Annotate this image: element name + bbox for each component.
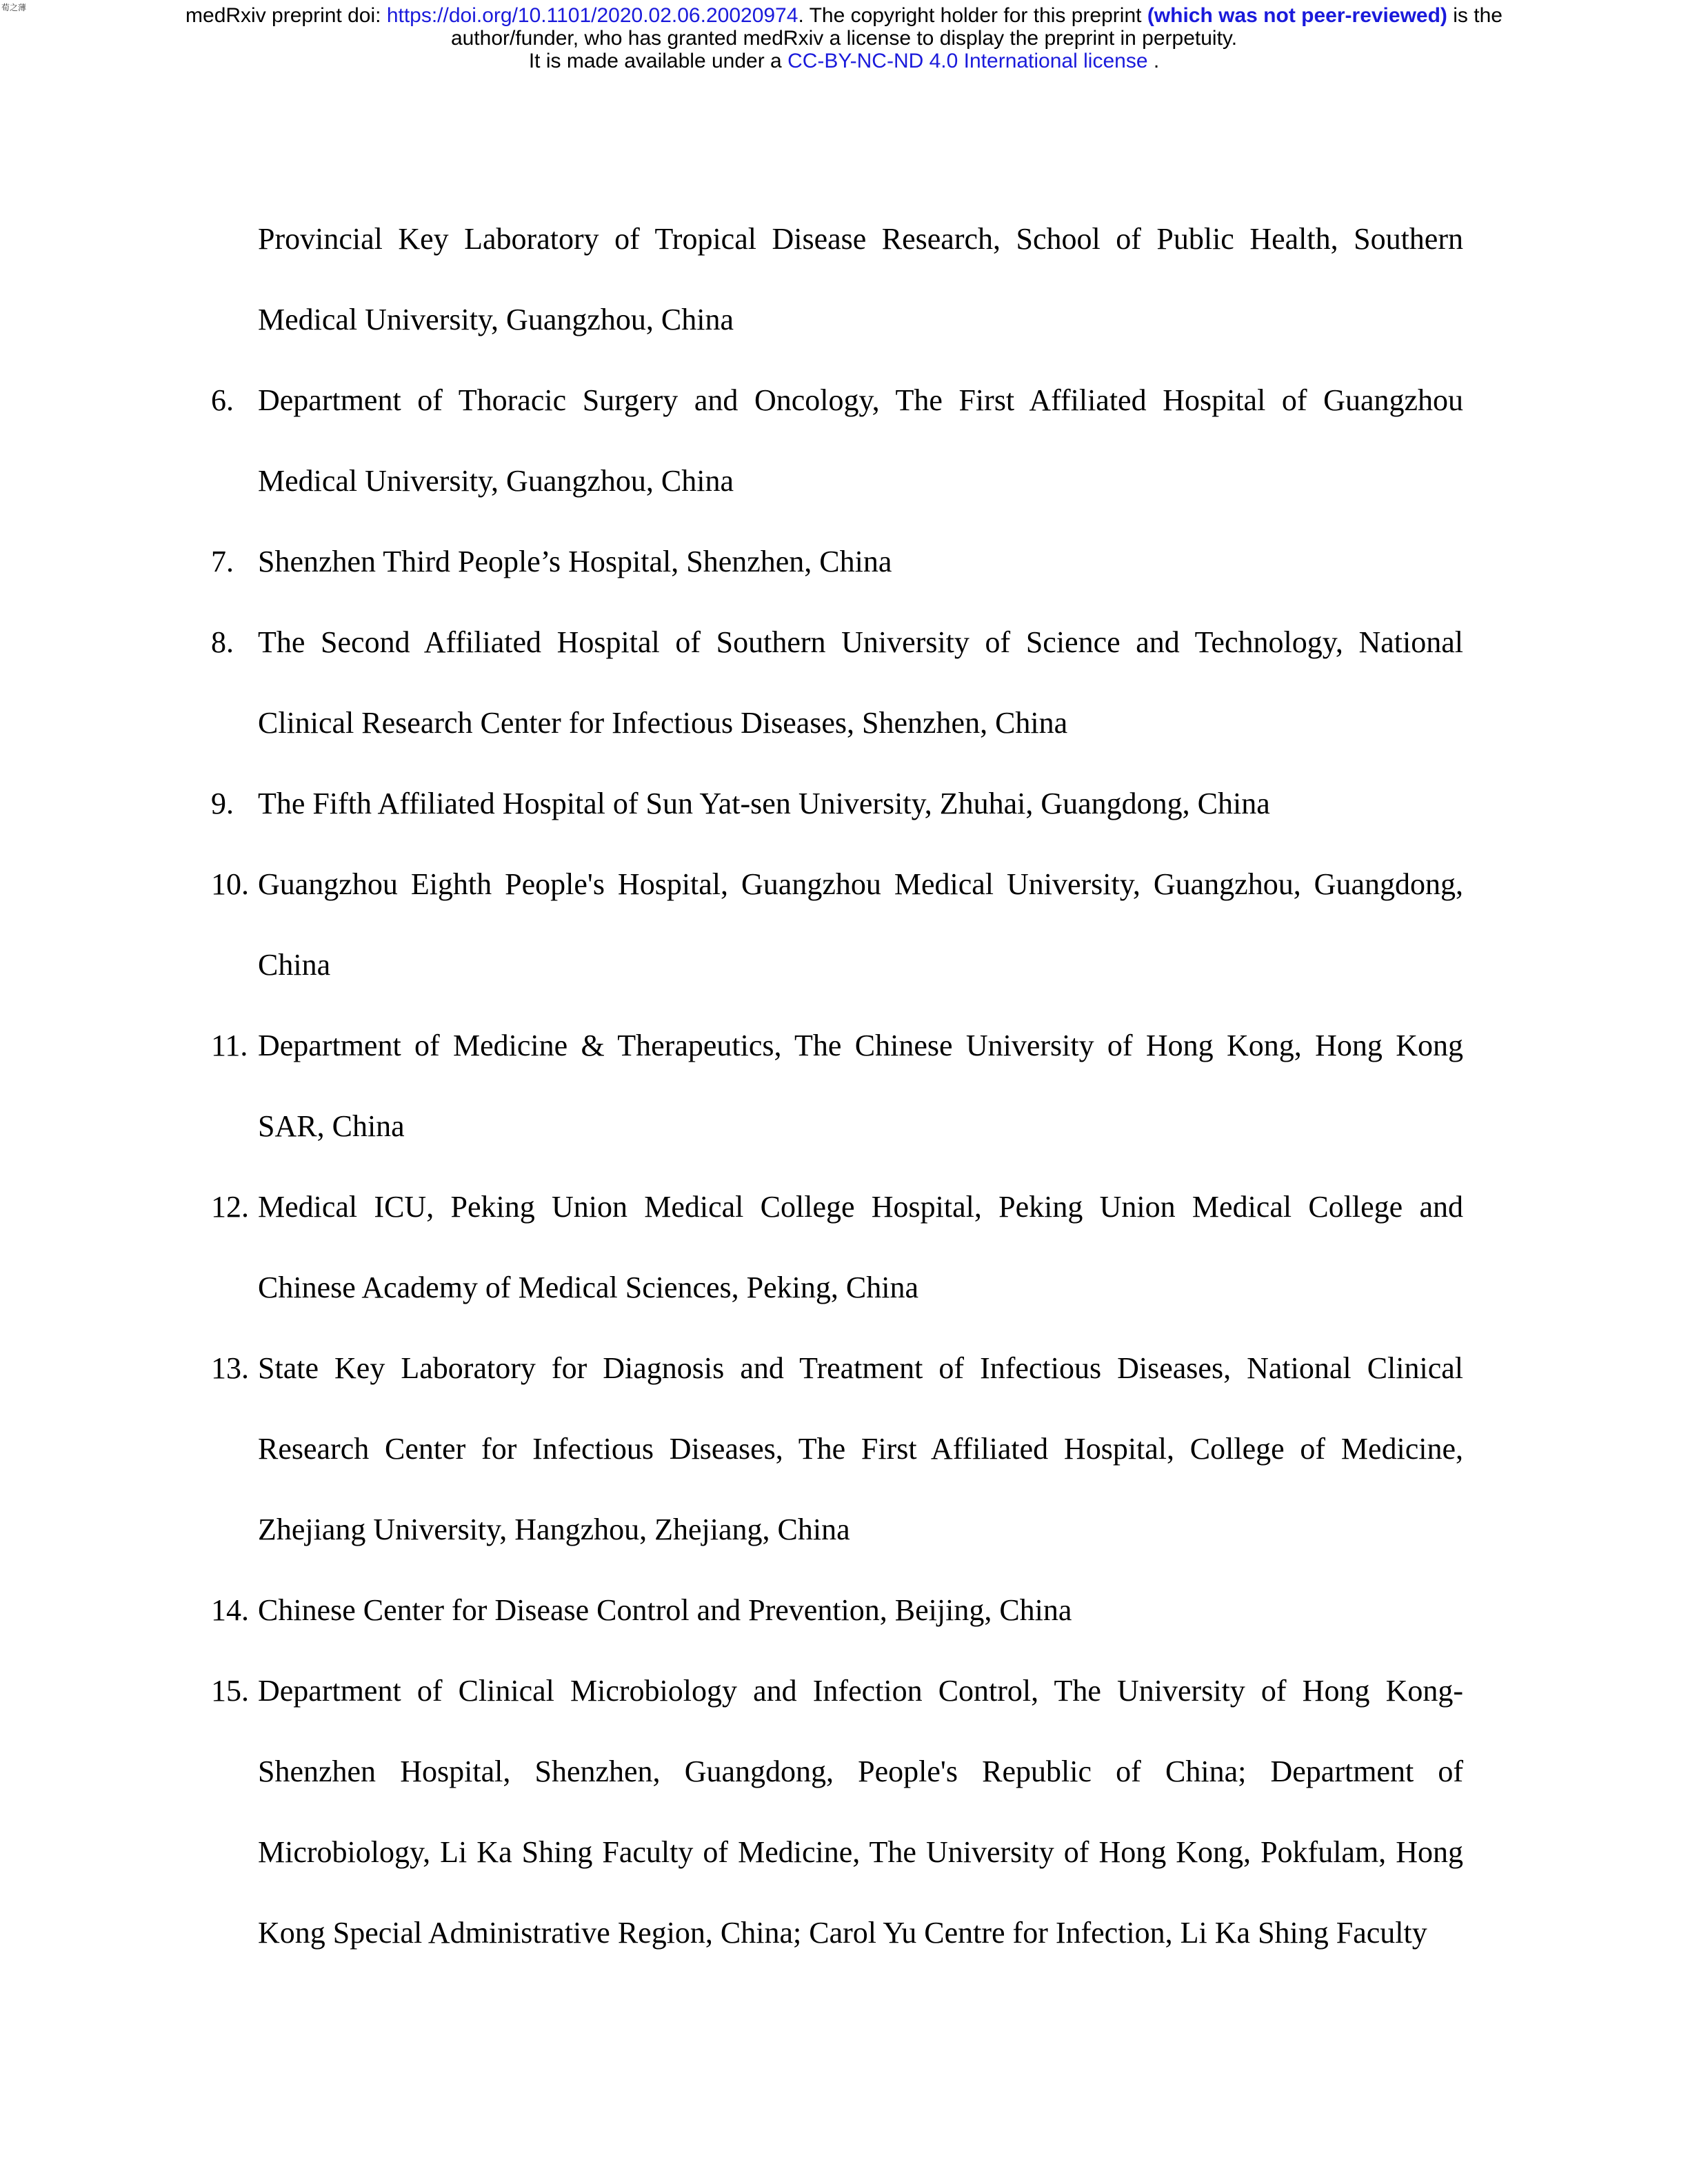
affiliation-number: 6.	[211, 383, 234, 417]
banner-prefix: medRxiv preprint doi:	[185, 4, 387, 27]
corner-mark: 荀之薄	[1, 3, 27, 12]
affiliation-text: Department of Thoracic Surgery and Oncology, The First Affiliated Hospital of Guangzhou Medical University, Guangzhou, China	[258, 383, 1463, 498]
affiliation-text: The Second Affiliated Hospital of Southern University of Science and Technology, National Clinical Research Center for Infectious Diseases, Shenzhen, China	[258, 625, 1463, 740]
affiliation-item	[0, 1005, 1463, 1166]
affiliation-item	[0, 1650, 1463, 1973]
affiliation-text: Medical ICU, Peking Union Medical College Hospital, Peking Union Medical College and Chinese Academy of Medical Sciences, Peking, China	[258, 1190, 1463, 1304]
banner-line-2: author/funder, who has granted medRxiv a license to display the preprint in perpetuity.	[450, 27, 1238, 50]
banner-middle: . The copyright holder for this preprint	[798, 4, 1147, 27]
banner-line-3	[0, 50, 1688, 72]
license-suffix: .	[1147, 50, 1160, 72]
affiliation-text: The Fifth Affiliated Hospital of Sun Yat-sen University, Zhuhai, Guangdong, China	[258, 787, 1270, 820]
affiliation-item	[0, 360, 1463, 521]
not-peer-reviewed-label: (which was not peer-reviewed)	[1147, 4, 1447, 27]
affiliation-number: 10.	[211, 867, 249, 901]
preprint-banner	[0, 4, 1688, 72]
affiliation-number: 13.	[211, 1351, 249, 1385]
affiliation-item	[0, 763, 1463, 844]
affiliation-item	[0, 1570, 1463, 1650]
affiliation-text: State Key Laboratory for Diagnosis and Treatment of Infectious Diseases, National Clinical Research Center for Infectious Diseases, The First Affiliated Hospital, College of Medicine, Zhejiang University, Hangzhou, Zhejiang, China	[258, 1351, 1463, 1546]
affiliation-number: 12.	[211, 1190, 249, 1224]
affiliation-text: Guangzhou Eighth People's Hospital, Guangzhou Medical University, Guangzhou, Guangdong, China	[258, 867, 1463, 982]
affiliation-text: Chinese Center for Disease Control and Prevention, Beijing, China	[258, 1593, 1072, 1627]
banner-suffix: is the	[1447, 4, 1503, 27]
affiliation-item	[0, 602, 1463, 763]
affiliation-text: Department of Clinical Microbiology and Infection Control, The University of Hong Kong-Shenzhen Hospital, Shenzhen, Guangdong, People's Republic of China; Department of Microbiology, Li Ka Shing Faculty of Medicine, The University of Hong Kong, Pokfulam, Hong Kong Special Administrative Region, China; Carol Yu Centre for Infection, Li Ka Shing Faculty	[258, 1674, 1463, 1950]
affiliation-text: Shenzhen Third People’s Hospital, Shenzhen, China	[258, 545, 892, 578]
license-prefix: It is made available under a	[528, 50, 788, 72]
affiliation-number: 14.	[211, 1593, 249, 1627]
affiliation-text: Department of Medicine & Therapeutics, The Chinese University of Hong Kong, Hong Kong SAR, China	[258, 1029, 1463, 1143]
affiliation-number: 15.	[211, 1674, 249, 1708]
affiliation-item	[0, 1328, 1463, 1570]
affiliation-list	[0, 199, 1688, 1973]
affiliation-item	[0, 844, 1463, 1005]
affiliation-number: 11.	[211, 1029, 248, 1062]
doi-link[interactable]: https://doi.org/10.1101/2020.02.06.20020974	[386, 4, 798, 27]
affiliation-number: 8.	[211, 625, 234, 659]
affiliation-item	[0, 521, 1463, 602]
affiliation-item	[0, 1166, 1463, 1328]
affiliation-item	[0, 199, 1463, 360]
license-link[interactable]: CC-BY-NC-ND 4.0 International license	[787, 50, 1148, 72]
affiliation-text: Provincial Key Laboratory of Tropical Disease Research, School of Public Health, Southern Medical University, Guangzhou, China	[258, 222, 1463, 336]
affiliation-number: 9.	[211, 787, 234, 820]
banner-line-1	[0, 4, 1688, 27]
affiliation-number: 7.	[211, 545, 234, 578]
